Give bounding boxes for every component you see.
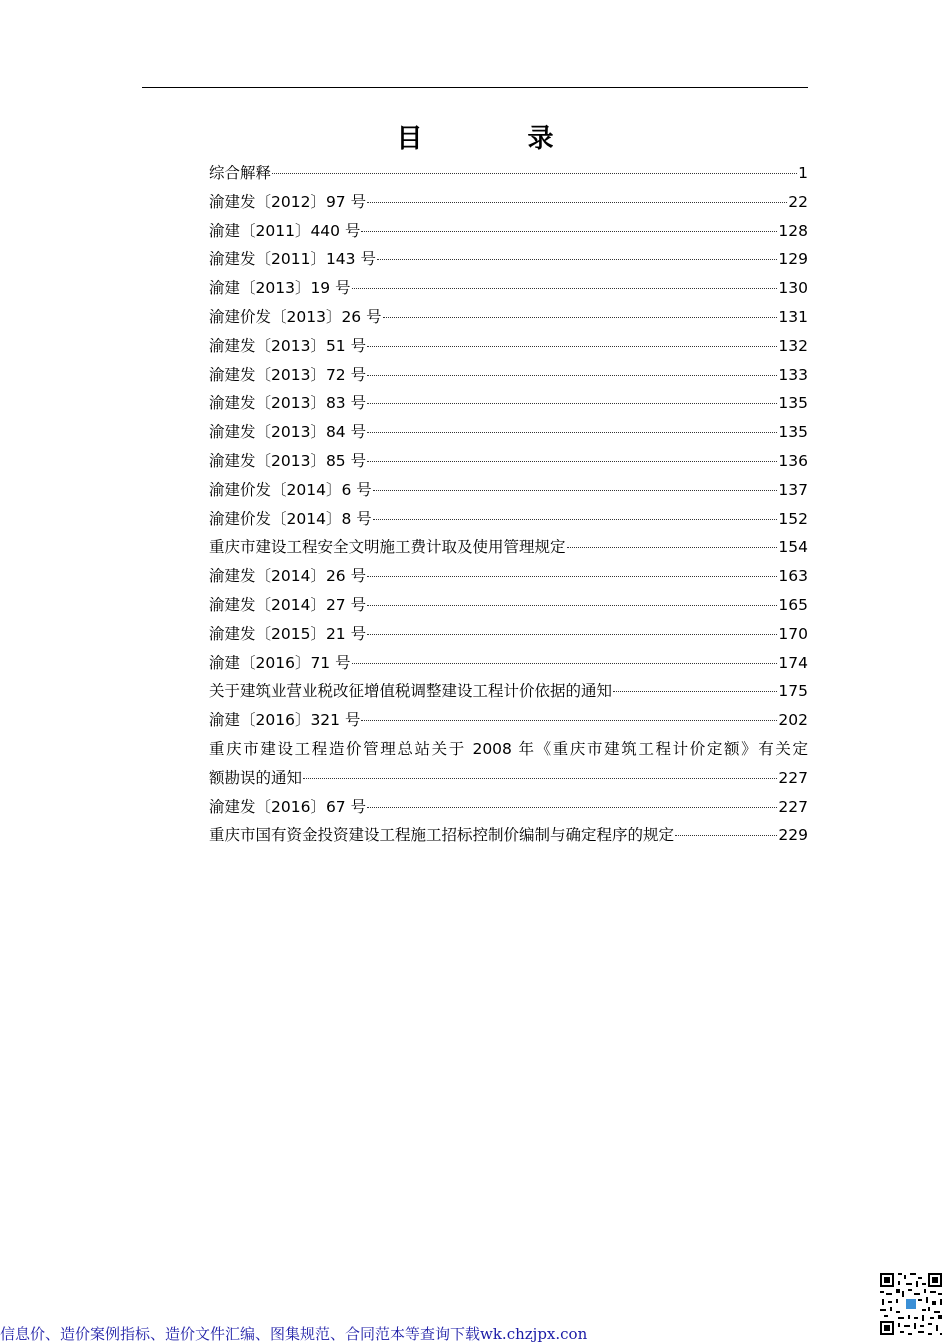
toc-leader-dots <box>361 720 777 721</box>
toc-leader-dots <box>383 317 778 318</box>
toc-entry-page: 128 <box>778 221 808 240</box>
toc-entry[interactable] <box>209 447 808 476</box>
footer-watermark-text[interactable]: 信息价、造价案例指标、造价文件汇编、图集规范、合同范本等查询下载wk.chzjpx.con <box>0 1325 588 1343</box>
toc-entry-label: 渝建发〔2014〕26 号 <box>209 567 367 586</box>
page-title: 目 录 <box>396 124 602 154</box>
toc-entry-label-line2: 额勘误的通知 <box>209 768 303 787</box>
table-of-contents <box>209 159 808 850</box>
toc-leader-dots <box>367 576 777 577</box>
toc-entry-page: 131 <box>778 307 808 326</box>
toc-entry[interactable] <box>209 821 808 850</box>
toc-entry-page: 170 <box>778 624 808 643</box>
toc-entry[interactable] <box>209 418 808 447</box>
toc-entry[interactable] <box>209 562 808 591</box>
toc-entry-page: 133 <box>778 365 808 384</box>
toc-entry[interactable] <box>209 620 808 649</box>
toc-leader-dots <box>367 605 777 606</box>
toc-entry-label: 渝建价发〔2014〕6 号 <box>209 480 372 499</box>
toc-entry[interactable] <box>209 591 808 620</box>
toc-entry-page: 132 <box>778 336 808 355</box>
toc-entry[interactable] <box>209 649 808 678</box>
toc-entry-label: 渝建〔2011〕440 号 <box>209 221 361 240</box>
toc-entry[interactable] <box>209 217 808 246</box>
toc-leader-dots <box>367 375 777 376</box>
toc-leader-dots <box>367 403 777 404</box>
toc-leader-dots <box>352 288 778 289</box>
toc-entry-page: 227 <box>778 797 808 816</box>
toc-entry-page: 154 <box>778 538 808 557</box>
toc-entry-page: 163 <box>778 567 808 586</box>
toc-entry-page: 152 <box>778 509 808 528</box>
toc-leader-dots <box>367 634 777 635</box>
toc-entry-label: 渝建发〔2016〕67 号 <box>209 797 367 816</box>
toc-entry-label: 渝建发〔2013〕83 号 <box>209 394 367 413</box>
toc-leader-dots <box>352 663 778 664</box>
toc-entry-label: 渝建〔2016〕321 号 <box>209 711 361 730</box>
toc-entry-label: 渝建发〔2013〕85 号 <box>209 451 367 470</box>
toc-entry[interactable] <box>209 303 808 332</box>
toc-entry[interactable] <box>209 188 808 217</box>
toc-leader-dots <box>377 259 777 260</box>
toc-entry-page: 130 <box>778 279 808 298</box>
toc-entry[interactable] <box>209 361 808 390</box>
toc-leader-dots <box>675 835 777 836</box>
toc-entry[interactable] <box>209 389 808 418</box>
toc-entry-label: 渝建价发〔2013〕26 号 <box>209 307 382 326</box>
toc-entry-page: 1 <box>798 164 808 182</box>
toc-leader-dots <box>367 346 777 347</box>
toc-leader-dots <box>613 691 777 692</box>
toc-entry[interactable] <box>209 274 808 303</box>
toc-entry-line2 <box>209 764 808 793</box>
toc-entry[interactable] <box>209 332 808 361</box>
toc-entry-page: 174 <box>778 653 808 672</box>
toc-entry-page: 135 <box>778 423 808 442</box>
toc-entry-page: 165 <box>778 595 808 614</box>
toc-leader-dots <box>373 490 778 491</box>
toc-entry[interactable] <box>209 533 808 562</box>
toc-entry-page: 202 <box>778 711 808 730</box>
toc-entry-label: 渝建发〔2013〕84 号 <box>209 423 367 442</box>
toc-leader-dots <box>361 231 777 232</box>
toc-entry[interactable] <box>209 476 808 505</box>
toc-entry-label: 渝建价发〔2014〕8 号 <box>209 509 372 528</box>
toc-entry-label: 重庆市国有资金投资建设工程施工招标控制价编制与确定程序的规定 <box>209 826 675 845</box>
toc-entry-label: 渝建〔2013〕19 号 <box>209 279 351 298</box>
toc-entry-label: 渝建发〔2011〕143 号 <box>209 250 376 269</box>
toc-leader-dots <box>567 547 778 548</box>
toc-entry-page: 135 <box>778 394 808 413</box>
toc-entry-label: 渝建发〔2013〕72 号 <box>209 365 367 384</box>
toc-entry[interactable] <box>209 159 808 188</box>
header-rule <box>142 87 808 88</box>
toc-entry-label: 渝建发〔2015〕21 号 <box>209 624 367 643</box>
toc-entry-label: 渝建发〔2014〕27 号 <box>209 595 367 614</box>
toc-entry-label: 综合解释 <box>209 164 272 182</box>
toc-leader-dots <box>303 778 777 779</box>
toc-leader-dots <box>367 807 777 808</box>
toc-entry[interactable] <box>209 505 808 534</box>
toc-leader-dots <box>367 432 777 433</box>
toc-leader-dots <box>367 202 787 203</box>
toc-entry-label: 渝建发〔2013〕51 号 <box>209 336 367 355</box>
toc-entry-page: 227 <box>778 768 808 787</box>
toc-entry-label: 渝建〔2016〕71 号 <box>209 653 351 672</box>
toc-entry-page: 129 <box>778 250 808 269</box>
toc-leader-dots <box>272 173 797 174</box>
toc-entry-page: 229 <box>778 826 808 845</box>
toc-entry-label: 关于建筑业营业税改征增值税调整建设工程计价依据的通知 <box>209 682 613 701</box>
toc-entry-label-line1: 重庆市建设工程造价管理总站关于 2008 年《重庆市建筑工程计价定额》有关定 <box>209 739 808 758</box>
toc-leader-dots <box>373 519 778 520</box>
toc-entry-page: 22 <box>788 192 808 211</box>
toc-entry-page: 175 <box>778 682 808 701</box>
toc-entry[interactable] <box>209 245 808 274</box>
toc-entry[interactable] <box>209 677 808 706</box>
toc-entry[interactable] <box>209 793 808 822</box>
qr-code-icon[interactable] <box>878 1271 944 1337</box>
toc-entry-label: 渝建发〔2012〕97 号 <box>209 192 367 211</box>
toc-entry-wrapped[interactable] <box>209 735 808 793</box>
toc-entry[interactable] <box>209 706 808 735</box>
toc-entry-page: 137 <box>778 480 808 499</box>
toc-leader-dots <box>367 461 777 462</box>
toc-entry-label: 重庆市建设工程安全文明施工费计取及使用管理规定 <box>209 538 566 557</box>
toc-entry-page: 136 <box>778 451 808 470</box>
